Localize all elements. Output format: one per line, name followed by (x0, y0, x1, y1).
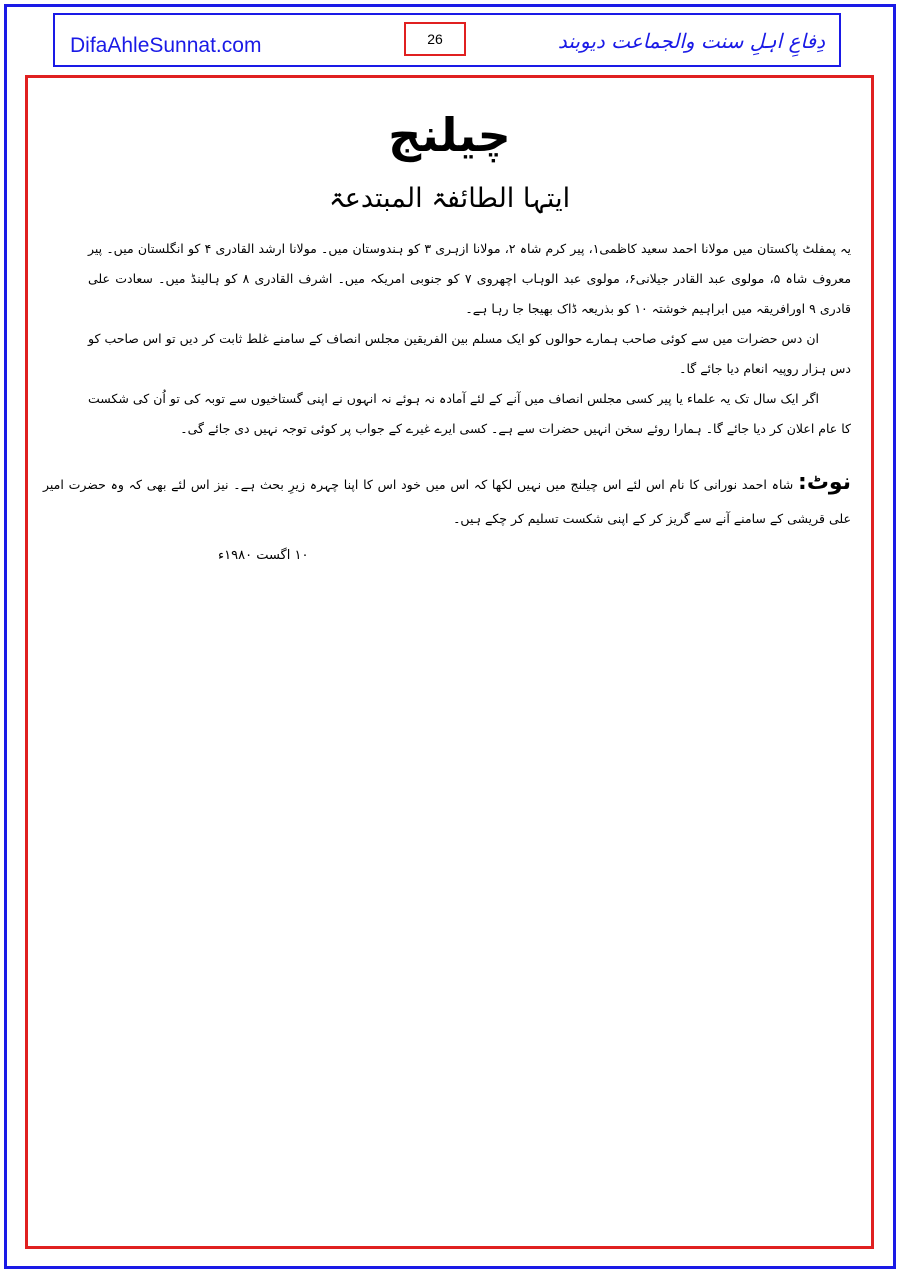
body-text (88, 234, 851, 444)
note-label: نوٹ: (798, 470, 851, 495)
paragraph-recipients: یہ پمفلٹ پاکستان میں مولانا احمد سعید کاظمی۱، پیر کرم شاہ ۲، مولانا ازہری ۳ کو ہندوستان میں۔ مولانا ارشد القادری ۴ کو انگلستان میں۔ پیر معروف شاہ ۵، مولوی عبد القادر جیلانی۶، مولوی عبد الوہاب اچھروی ۷ کو جنوبی امریکہ میں۔ اشرف القادری ۸ کو ہالینڈ میں۔ سعادت علی قادری ۹ اورافریقہ میں ابراہیم خوشتہ ۱۰ کو بذریعہ ڈاک بھیجا جا رہا ہے۔ (88, 241, 852, 316)
note-text: شاہ احمد نورانی کا نام اس لئے اس چیلنج میں نہیں لکھا کہ اس میں خود اس کا اپنا چہرہ زیرِ بحث ہے۔ نیز اس لئے بھی کہ وہ حضرت امیر علی قریشی کے سامنے آنے سے گریز کر کے اپنی شکست تسلیم کر چکے ہیں۔ (43, 477, 851, 526)
content-frame (25, 75, 874, 1249)
paragraph-reward: ان دس حضرات میں سے کوئی صاحب ہمارے حوالوں کو ایک مسلم بین الفریقین مجلس انصاف کے سامنے غلط ثابت کر دیں تو اس صاحب کو دس ہزار روپیہ انعام دیا جائے گا۔ (88, 331, 851, 376)
site-name[interactable]: DifaAhleSunnat.com (70, 34, 262, 57)
page-subtitle: ایتہا الطائفۃ المبتدعۃ (328, 183, 571, 214)
page-number: 26 (404, 22, 466, 56)
page-header (53, 13, 841, 67)
paragraph-deadline: اگر ایک سال تک یہ علماء یا پیر کسی مجلس انصاف میں آنے کے لئے آمادہ نہ ہوئے نہ انہوں نے اپنی گستاخیوں سے توبہ کی تو اُن کی شکست کا عام اعلان کر دیا جائے گا۔ ہمارا روئے سخن انہیں حضرات سے ہے۔ کسی ایرے غیرے کے جواب پر کوئی توجہ نہیں دی جائے گی۔ (88, 391, 851, 436)
page-title: چیلنج (388, 108, 511, 162)
note (43, 466, 851, 536)
book-title: دِفاعِ اہلِ سنت والجماعت دیوبند (557, 29, 825, 53)
date: ۱۰ اگست ۱۹۸۰ء (218, 548, 309, 563)
